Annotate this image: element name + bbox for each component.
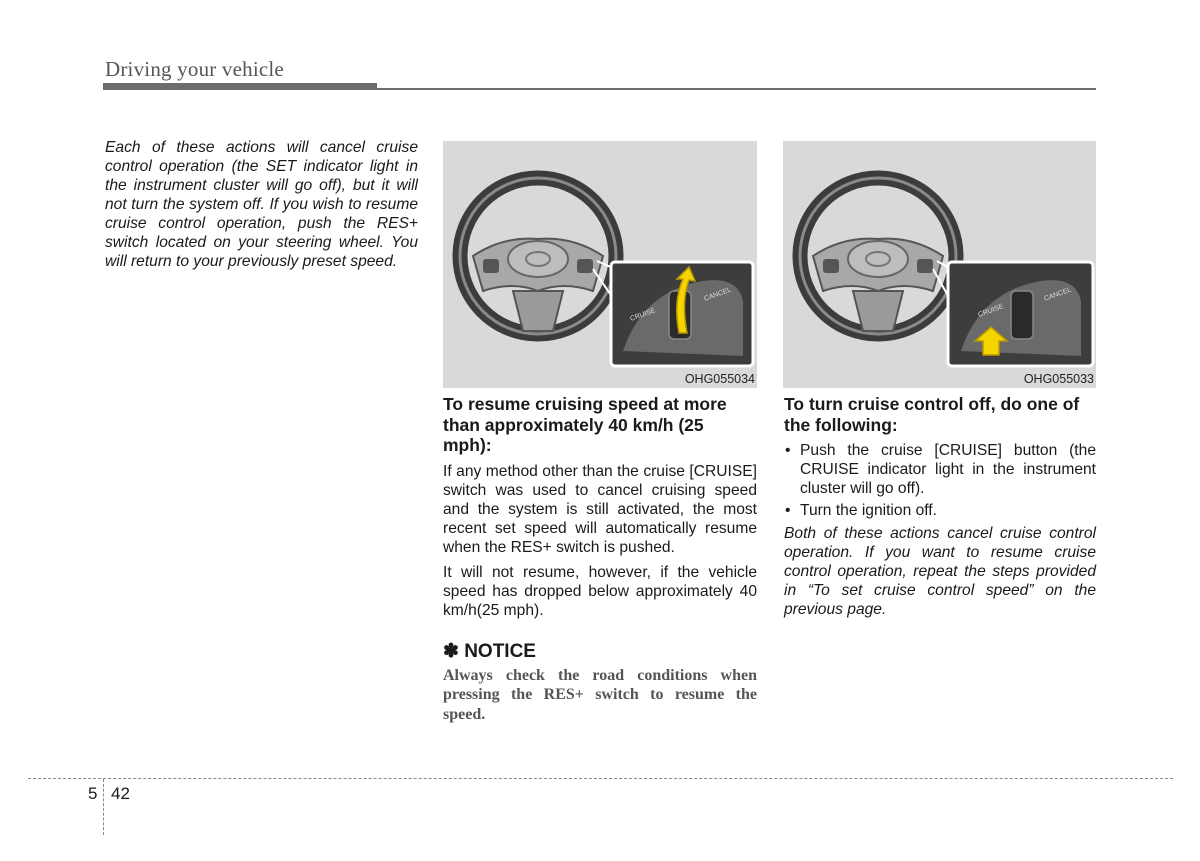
page-number: 42 xyxy=(111,784,130,803)
resume-paragraph-2: It will not resume, however, if the vehicle speed has dropped below approximately 40 km/h(25 mph). xyxy=(443,563,757,619)
intro-paragraph: Each of these actions will cancel cruise control operation (the SET indicator light in the instrument cluster will go off), but it will not turn the system off. If you wish to resume cruise control operation, push the RES+ switch located on your steering wheel. You will return to your previously preset speed. xyxy=(105,139,418,270)
notice-title xyxy=(443,640,757,663)
turn-off-note: Both of these actions cancel cruise control operation. If you want to resume cruise control operation, repeat the steps provided in “To set cruise control speed” on the previous page. xyxy=(784,525,1096,618)
figure-cruise-button xyxy=(783,141,1096,388)
footer-divider xyxy=(103,779,104,835)
cruise-label: CRUISE xyxy=(977,303,1005,319)
list-item-text: Push the cruise [CRUISE] button (the CRUISE indicator light in the instrument cluster will go off). xyxy=(800,442,1096,497)
page-header-title: Driving your vehicle xyxy=(105,57,284,81)
cancel-label: CANCEL xyxy=(703,286,733,303)
footer-rule xyxy=(28,778,1173,779)
asterisk-icon: ✽ xyxy=(443,640,459,662)
bullet-icon: • xyxy=(785,502,791,519)
header-rule-thin xyxy=(377,88,1096,90)
intro-column xyxy=(105,138,418,271)
turn-off-section xyxy=(784,394,1096,619)
list-item xyxy=(784,501,1096,520)
notice-label: NOTICE xyxy=(464,640,536,662)
cruise-label: CRUISE xyxy=(629,307,657,323)
steering-wheel-illustration xyxy=(443,141,757,388)
resume-heading: To resume cruising speed at more than approximately 40 km/h (25 mph): xyxy=(443,394,727,455)
notice-body: Always check the road conditions when pressing the RES+ switch to resume the speed. xyxy=(443,666,757,723)
cancel-label: CANCEL xyxy=(1043,286,1073,303)
turn-off-list xyxy=(784,441,1096,520)
turn-off-heading: To turn cruise control off, do one of the following: xyxy=(784,394,1080,435)
resume-paragraph-1: If any method other than the cruise [CRUISE] switch was used to cancel cruising speed and the system is still activated, the most recent set speed will automatically resume when the RES+ switch is pushed. xyxy=(443,462,757,556)
resume-section xyxy=(443,394,757,724)
figure-code: OHG055033 xyxy=(1023,372,1094,386)
figure-resume-switch xyxy=(443,141,757,388)
header-rule-thick xyxy=(103,83,377,90)
steering-wheel-illustration xyxy=(783,141,1096,388)
list-item xyxy=(784,441,1096,498)
list-item-text: Turn the ignition off. xyxy=(800,502,937,519)
section-number: 5 xyxy=(88,784,98,803)
bullet-icon: • xyxy=(785,442,791,459)
figure-code: OHG055034 xyxy=(684,372,755,386)
